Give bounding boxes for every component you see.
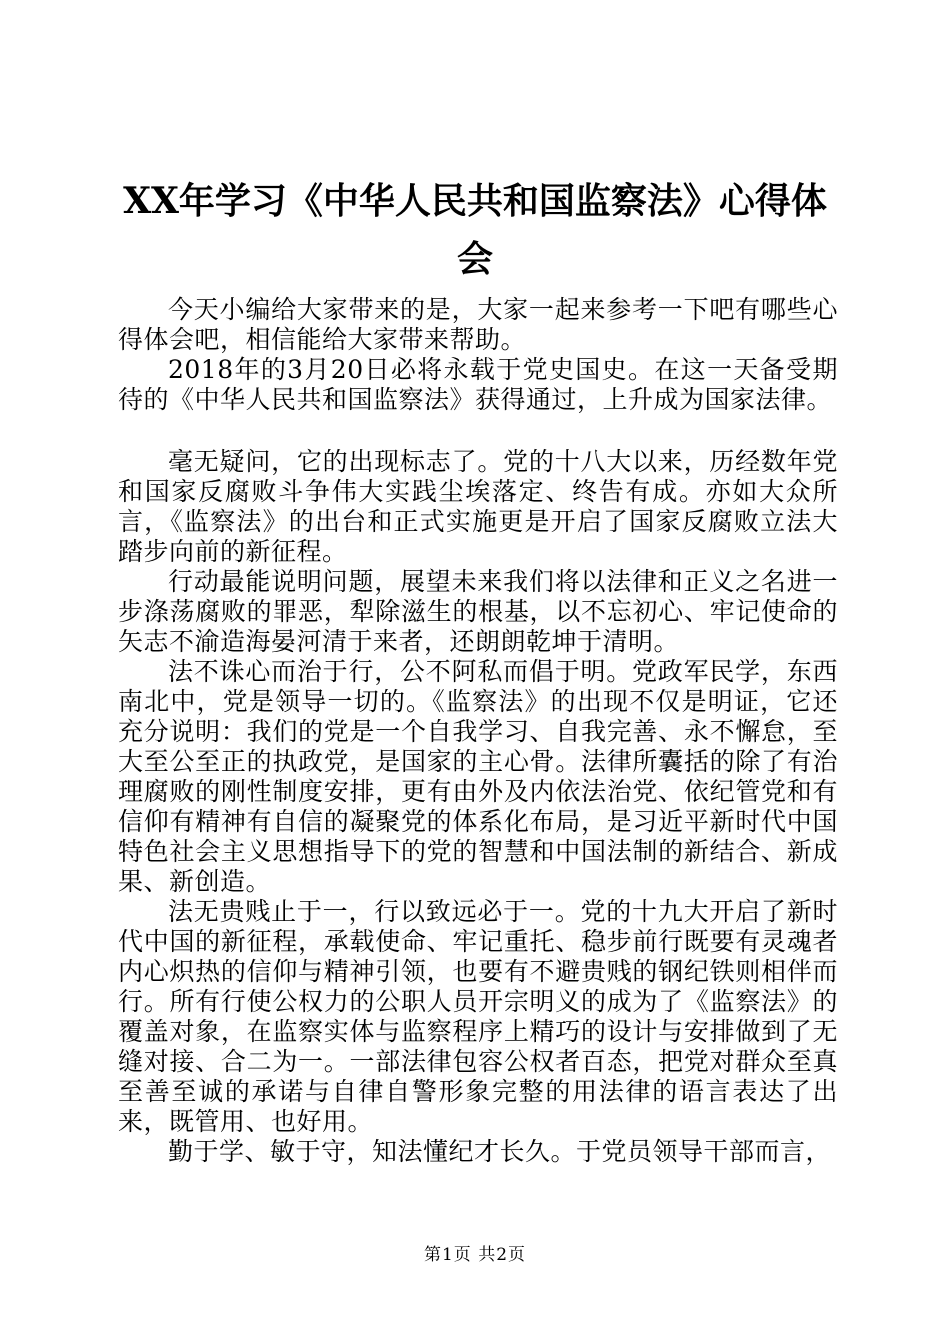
document-body xyxy=(118,295,838,1167)
paragraph-action: 行动最能说明问题，展望未来我们将以法律和正义之名进一步涤荡腐败的罪恶，犁除滋生的根基，以不忘初心、牢记使命的矢志不渝造海晏河清于来者，还朗朗乾坤于清明。 xyxy=(118,567,838,656)
paragraph-equality: 法无贵贱止于一，行以致远必于一。党的十九大开启了新时代中国的新征程，承载使命、牢记重托、稳步前行既要有灵魂者内心炽热的信仰与精神引领，也要有不避贵贱的钢纪铁则相伴而行。所有行使公权力的公职人员开宗明义的成为了《监察法》的覆盖对象，在监察实体与监察程序上精巧的设计与安排做到了无缝对接、合二为一。一部法律包容公权者百态，把党对群众至真至善至诚的承诺与自律自警形象完整的用法律的语言表达了出来，既管用、也好用。 xyxy=(118,897,838,1136)
paragraph-intro: 今天小编给大家带来的是，大家一起来参考一下吧有哪些心得体会吧，相信能给大家带来帮助。 xyxy=(118,295,838,354)
document-title: XX年学习《中华人民共和国监察法》心得体会 xyxy=(123,180,827,280)
paragraph-rule-of-law: 法不诛心而治于行，公不阿私而倡于明。党政军民学，东西南北中，党是领导一切的。《监察法》的出现不仅是明证，它还充分说明：我们的党是一个自我学习、自我完善、永不懈怠，至大至公至正的执政党，是国家的主心骨。法律所囊括的除了有治理腐败的刚性制度安排，更有由外及内依法治党、依纪管党和有信仰有精神有自信的凝聚党的体系化布局，是习近平新时代中国特色社会主义思想指导下的党的智慧和中国法制的新结合、新成果、新创造。 xyxy=(118,657,838,896)
paragraph-spacer xyxy=(118,415,838,447)
paragraph-study: 勤于学、敏于守，知法懂纪才长久。于党员领导干部而言， xyxy=(168,1137,832,1166)
paragraph-date: 2018年的3月20日必将永载于党史国史。在这一天备受期待的《中华人民共和国监察法》获得通过，上升成为国家法律。 xyxy=(118,355,838,414)
paragraph-significance: 毫无疑问，它的出现标志了。党的十八大以来，历经数年党和国家反腐败斗争伟大实践尘埃落定、终告有成。亦如大众所言，《监察法》的出台和正式实施更是开启了国家反腐败立法大踏步向前的新征程。 xyxy=(118,447,838,566)
page-number: 第1页 共2页 xyxy=(423,1245,527,1265)
